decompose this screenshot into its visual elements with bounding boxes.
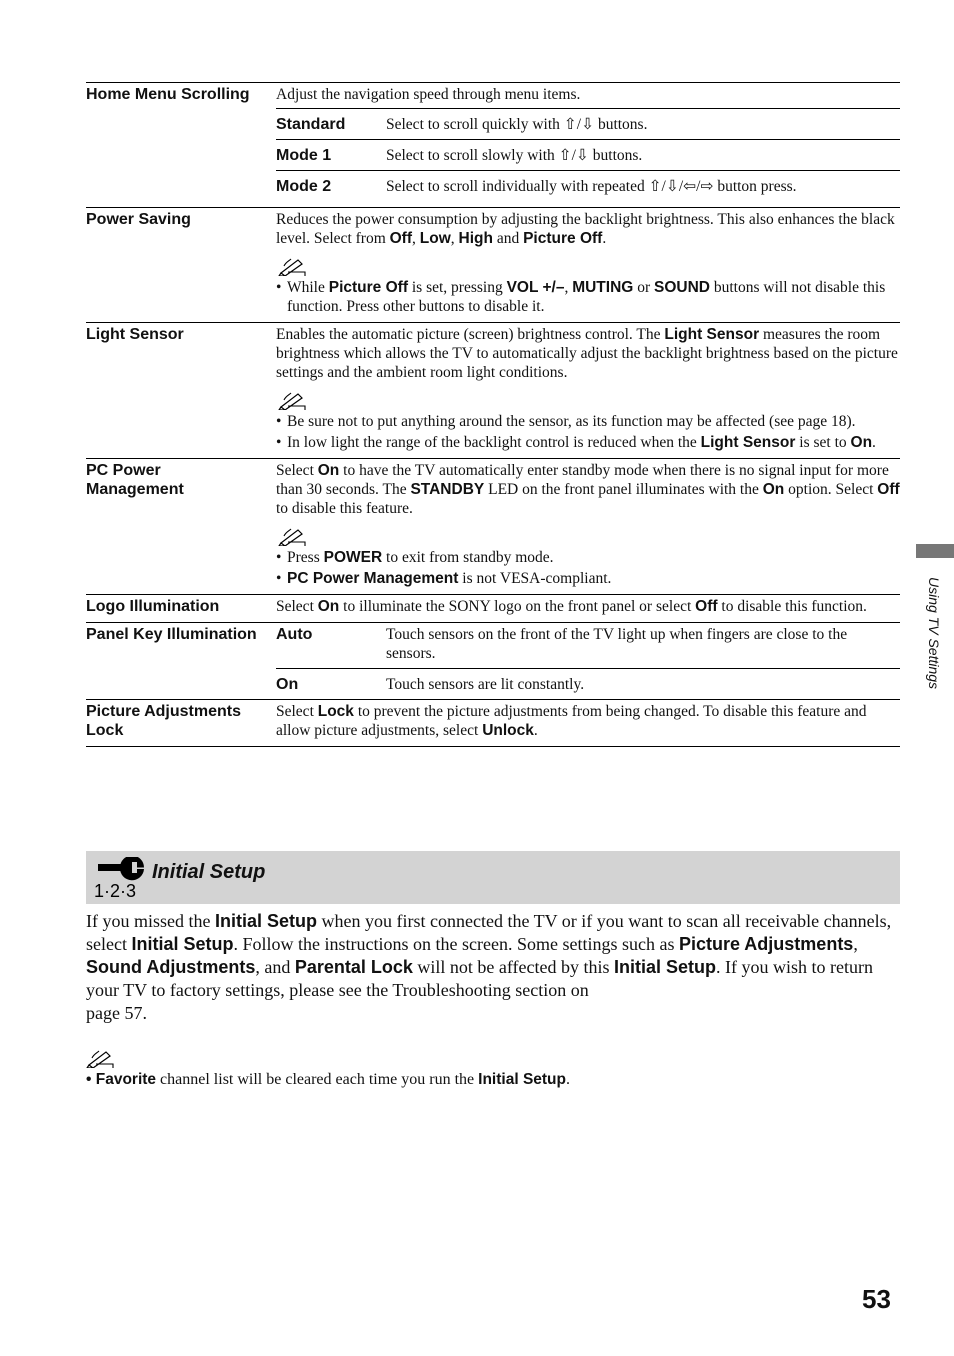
row-description: Enables the automatic picture (screen) brightness control. The Light Sensor measures the room brightness which allows the TV to automatically adjust the backlight brightness based on the picture settings and the ambient room light conditions. — [276, 326, 898, 381]
note-pencil-icon — [278, 526, 306, 546]
wrench-icon-label: 1·2·3 — [94, 881, 137, 899]
intro-paragraph: If you missed the Initial Setup when you first connected the TV or if you want to scan all receivable channels, select Initial Setup. Follow the instructions on the screen. Some settings such as Picture Adjustments, Sound Adjustments, and Parental Lock will not be affected by this Initial Setup. If you wish to return your TV to factory settings, please see the Troubleshooting section on page 57. — [86, 911, 892, 1023]
option-row — [276, 171, 900, 202]
option-name: Auto — [276, 626, 313, 643]
row-label: Logo Illumination — [86, 595, 276, 623]
note-item: • PC Power Management is not VESA-compliant. — [276, 569, 900, 588]
note-item: • Favorite channel list will be cleared each time you run the Initial Setup. — [86, 1071, 570, 1088]
option-name: Mode 1 — [276, 140, 386, 171]
row-description: Select On to have the TV automatically enter standby mode when there is no signal input for more than 30 seconds. The STANDBY LED on the front panel illuminates with the On option. Select Off to disable this feature. — [276, 462, 900, 517]
option-row — [276, 623, 900, 669]
note-item: • Be sure not to put anything around the sensor, as its function may be affected (see page 18). — [276, 412, 900, 431]
initial-setup-banner — [86, 851, 900, 904]
note-item: • Press POWER to exit from standby mode. — [276, 548, 900, 567]
section-title: Initial Setup — [152, 861, 266, 883]
row-logo-illumination — [86, 595, 900, 623]
initial-setup-note — [86, 1040, 900, 1089]
option-name: Standard — [276, 116, 346, 133]
row-picture-adjustments-lock — [86, 700, 900, 747]
row-light-sensor — [86, 323, 900, 459]
note-item: • While Picture Off is set, pressing VOL +/–, MUTING or SOUND buttons will not disable this function. Press other buttons to disable it. — [276, 278, 900, 316]
row-home-menu-scrolling — [86, 83, 900, 208]
option-name: Mode 2 — [276, 171, 386, 202]
option-description: Select to scroll slowly with ⇧/⇩ buttons. — [386, 140, 900, 171]
notes-list — [276, 412, 900, 452]
section-tab-marker — [916, 544, 954, 558]
row-pc-power-management — [86, 459, 900, 595]
row-description: Adjust the navigation speed through menu items. — [276, 86, 581, 103]
wrench-icon — [92, 857, 146, 899]
row-label: Power Saving — [86, 208, 276, 323]
note-pencil-icon — [278, 256, 306, 276]
notes-list — [276, 548, 900, 588]
row-panel-key-illumination — [86, 623, 900, 700]
row-power-saving — [86, 208, 900, 323]
row-description: Select Lock to prevent the picture adjustments from being changed. To disable this feature and allow picture adjustments, select Unlock. — [276, 703, 867, 739]
note-item: • In low light the range of the backlight control is reduced when the Light Sensor is set to On. — [276, 433, 900, 452]
note-pencil-icon — [278, 390, 306, 410]
option-description: Select to scroll individually with repeated ⇧/⇩/⇦/⇨ button press. — [386, 171, 900, 202]
row-description: Reduces the power consumption by adjusting the backlight brightness. This also enhances the black level. Select from Off, Low, High and Picture Off. — [276, 211, 895, 247]
row-label: PC Power Management — [86, 459, 276, 595]
notes-list — [276, 278, 900, 316]
option-description: Select to scroll quickly with ⇧/⇩ buttons. — [386, 116, 648, 133]
note-pencil-icon — [86, 1048, 114, 1068]
option-description: Touch sensors on the front of the TV light up when fingers are close to the sensors. — [386, 626, 848, 662]
row-label: Picture Adjustments Lock — [86, 700, 276, 747]
row-label: Panel Key Illumination — [86, 623, 276, 700]
section-side-label: Using TV Settings — [926, 577, 942, 690]
page-number: 53 — [862, 1284, 891, 1314]
row-label: Home Menu Scrolling — [86, 83, 276, 208]
option-row — [276, 669, 900, 700]
option-row — [276, 140, 900, 171]
option-name: On — [276, 669, 386, 700]
option-description: Touch sensors are lit constantly. — [386, 669, 900, 700]
row-label: Light Sensor — [86, 323, 276, 459]
option-row — [276, 109, 900, 140]
options-table — [276, 109, 900, 201]
row-description: Select On to illuminate the SONY logo on the front panel or select Off to disable this function. — [276, 598, 867, 615]
settings-table — [86, 82, 900, 747]
options-table — [276, 623, 900, 699]
